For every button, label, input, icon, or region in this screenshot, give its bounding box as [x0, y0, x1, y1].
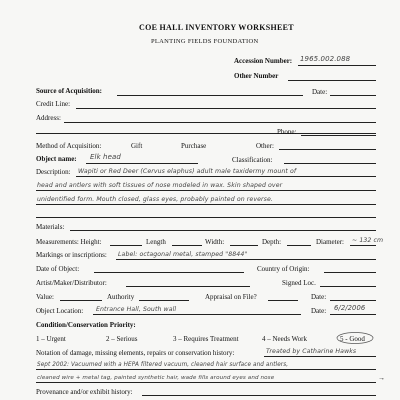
credit-line-field[interactable]	[76, 108, 376, 109]
diameter-line	[350, 245, 376, 246]
materials-line[interactable]	[70, 230, 376, 231]
location-value[interactable]: Entrance Hall, South wall	[96, 306, 177, 313]
location-label: Object Location:	[36, 307, 84, 315]
description-rule-1	[76, 176, 376, 177]
source-date-line[interactable]	[330, 95, 376, 96]
location-line	[93, 314, 301, 315]
location-date-value[interactable]: 6/2/2006	[334, 304, 366, 312]
source-line[interactable]	[117, 95, 303, 96]
other-number-label: Other Number	[234, 72, 279, 80]
artist-label: Artist/Maker/Distributor:	[36, 279, 107, 287]
description-rule-3	[36, 204, 376, 205]
source-label: Source of Acquisition:	[36, 87, 102, 95]
notation-rule-3	[36, 382, 376, 383]
phone-label: Phone:	[277, 128, 297, 136]
address-line-1[interactable]	[64, 122, 376, 123]
notation-rule-2	[36, 369, 376, 370]
method-purchase[interactable]: Purchase	[181, 142, 207, 150]
object-name-line	[86, 163, 198, 164]
source-date-label: Date:	[312, 88, 328, 96]
notation-line-3[interactable]: cleaned wire + metal tag, painted synthetic hair, wade fills around eyes and nose	[37, 375, 275, 381]
credit-line-label: Credit Line:	[36, 100, 71, 108]
appraisal-label: Appraisal on File?	[205, 293, 257, 301]
provenance-line[interactable]	[142, 395, 376, 396]
width-label: Width:	[205, 238, 225, 246]
provenance-label: Provenance and/or exhibit history:	[36, 388, 133, 396]
depth-label: Depth:	[262, 238, 282, 246]
date-of-object-line[interactable]	[94, 272, 244, 273]
accession-label: Accession Number:	[234, 57, 293, 65]
authority-label: Authority	[107, 293, 135, 301]
condition-selected-circle	[335, 331, 375, 345]
notation-line-1[interactable]: Treated by Catharine Hawks	[266, 348, 357, 355]
location-date-line	[330, 314, 376, 315]
condition-option-1[interactable]: 1 – Urgent	[36, 335, 66, 343]
accession-line	[298, 65, 376, 66]
description-rule-2	[36, 190, 376, 191]
length-label: Length	[146, 238, 166, 246]
value-line[interactable]	[60, 300, 102, 301]
height-line[interactable]	[110, 245, 142, 246]
phone-line[interactable]	[301, 135, 376, 136]
markings-line	[116, 259, 376, 260]
length-line[interactable]	[172, 245, 202, 246]
notation-line-2[interactable]: Sept 2002: Vacuumed with a HEPA filtered vacuum, cleaned hair surface and antlers,	[37, 362, 289, 368]
condition-option-4[interactable]: 4 – Needs Work	[262, 335, 307, 343]
appraisal-line[interactable]	[268, 300, 298, 301]
notation-rule-1	[264, 356, 376, 357]
method-gift[interactable]: Gift	[131, 142, 143, 150]
markings-value[interactable]: Label: octagonal metal, stamped "8844"	[118, 251, 248, 258]
markings-label: Markings or inscriptions:	[36, 251, 107, 259]
diameter-value[interactable]: ~ 132 cm	[352, 237, 384, 244]
other-number-line[interactable]	[288, 80, 376, 81]
description-rule-4	[36, 217, 376, 218]
form-title: COE HALL INVENTORY WORKSHEET	[139, 23, 294, 32]
artist-line[interactable]	[126, 286, 250, 287]
signed-label: Signed Loc.	[282, 279, 316, 287]
condition-heading: Condition/Conservation Priority:	[36, 321, 136, 329]
classification-line[interactable]	[284, 163, 376, 164]
object-name-label: Object name:	[36, 155, 77, 163]
description-line-3[interactable]: unidentified form. Mouth closed, glass eyes, probably painted on reverse.	[37, 196, 273, 203]
condition-option-2[interactable]: 2 – Serious	[106, 335, 138, 343]
form-subtitle: PLANTING FIELDS FOUNDATION	[151, 38, 259, 45]
classification-label: Classification:	[232, 156, 273, 164]
country-line[interactable]	[324, 272, 376, 273]
condition-option-3[interactable]: 3 – Requires Treatment	[173, 335, 239, 343]
depth-line[interactable]	[287, 245, 311, 246]
value-date-label: Date:	[311, 293, 327, 301]
notation-label: Notation of damage, missing elements, repairs or conservation history:	[36, 349, 235, 357]
method-other-line[interactable]	[279, 149, 376, 150]
address-line-2[interactable]	[36, 133, 376, 134]
value-label: Value:	[36, 293, 54, 301]
accession-value[interactable]: 1965.002.088	[300, 55, 351, 63]
date-of-object-label: Date of Object:	[36, 265, 80, 273]
description-line-2[interactable]: head and antlers with soft tissues of nose modeled in wax. Skin shaped over	[37, 182, 283, 189]
measurements-label: Measurements: Height:	[36, 238, 102, 246]
description-line-1[interactable]: Wapiti or Red Deer (Cervus elaphus) adult male taxidermy mount of	[78, 168, 297, 175]
location-date-label: Date:	[311, 307, 327, 315]
width-line[interactable]	[230, 245, 258, 246]
materials-label: Materials:	[36, 223, 65, 231]
address-label: Address:	[36, 114, 61, 122]
condition-option-5[interactable]: 5 - Good	[340, 335, 365, 343]
diameter-label: Diameter:	[316, 238, 344, 246]
country-label: Country of Origin:	[257, 265, 310, 273]
continue-arrow-icon: →	[378, 374, 385, 382]
description-label: Description:	[36, 168, 71, 176]
method-other[interactable]: Other:	[256, 142, 274, 150]
method-label: Method of Acquisition:	[36, 142, 102, 150]
value-date-line[interactable]	[330, 300, 376, 301]
object-name-value[interactable]: Elk head	[90, 153, 121, 161]
signed-line[interactable]	[320, 286, 376, 287]
authority-line[interactable]	[139, 300, 189, 301]
